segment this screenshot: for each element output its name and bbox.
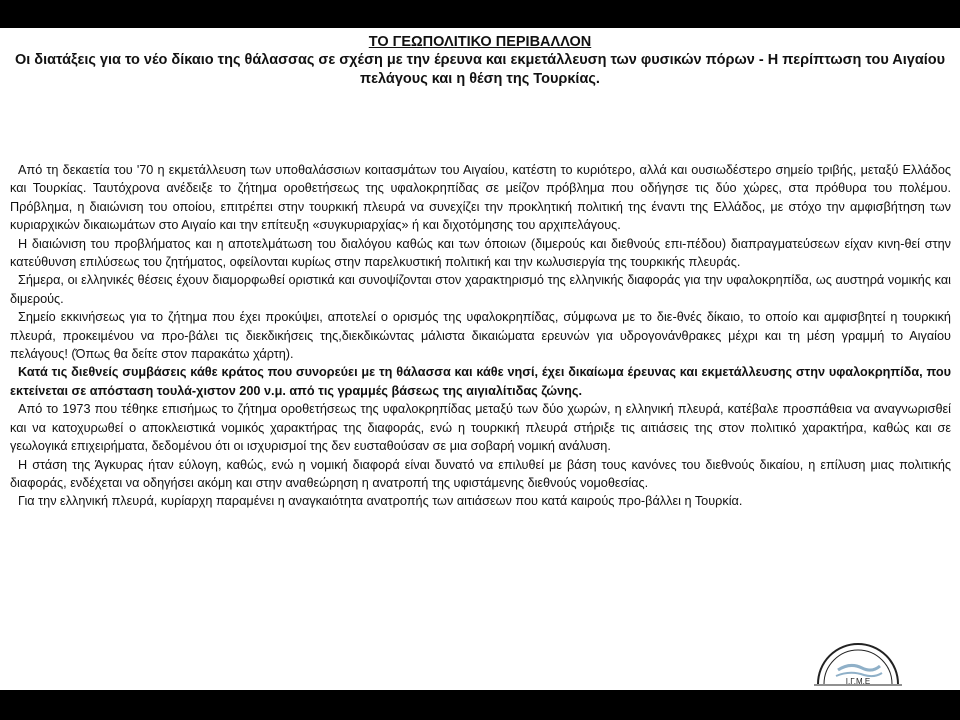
paragraph: Η διαιώνιση του προβλήματος και η αποτελμάτωση του διαλόγου καθώς και των όποιων (διμερούς και διεθνούς επι-πέδου) διαπραγματεύσεων είχαν κινη-θεί στην κατεύθυνση επιλύσεως του ζητήματος, οφείλονται κυρίως στην παρελκυστική πολιτική και την κωλυσιεργία της τουρκικής πλευράς. [10, 236, 951, 270]
document-body [10, 161, 951, 511]
paragraph-bold: Κατά τις διεθνείς συμβάσεις κάθε κράτος που συνορεύει με τη θάλασσα και κάθε νησί, έχει δικαίωμα έρευνας και εκμετάλλευσης στην υφαλοκρηπίδα, που εκτείνεται σε απόσταση τουλά-χιστον 200 ν.μ. από τις γραμμές βάσεως της αιγιαλίτιδας ζώνης. [10, 365, 951, 398]
logo-text: Ι.Γ.Μ.Ε [845, 677, 871, 686]
slide [0, 28, 960, 690]
paragraph: Σημείο εκκινήσεως για το ζήτημα που έχει προκύψει, αποτελεί ο ορισμός της υφαλοκρηπίδας, σύμφωνα με το διε-θνές δίκαιο, το οποίο και αμφισβητεί η τουρκική πλευρά, προκειμένου να προ-βάλει τις διεκδικήσεις της,διεκδικώντας μάλιστα δικαιώματα ερευνών για υδρογονάνθρακες μέχρι και τη μέση γραμμή το Αιγαίου πελάγους! (Όπως θα δείτε στον παρακάτω χάρτη). [10, 310, 951, 362]
igme-logo-icon [810, 640, 906, 686]
paragraph: Σήμερα, οι ελληνικές θέσεις έχουν διαμορφωθεί οριστικά και συνοψίζονται στον χαρακτηρισμό της ελληνικής διαφοράς για την υφαλοκρηπίδα, ως αυστηρά νομικής και διμερούς. [10, 273, 951, 306]
paragraph: Από το 1973 που τέθηκε επισήμως το ζήτημα οροθετήσεως της υφαλοκρηπίδας μεταξύ των δύο χωρών, η ελληνική πλευρά, κατέβαλε προσπάθεια να αναγνωρισθεί και να κατοχυρωθεί ο αποκλειστικά νομικός χαρακτήρας της διαφοράς, ενώ η τουρκική πλευρά στήριξε τις αιτιάσεις της στον πολιτικό χαρακτήρα, καθώς και σε γεωλογικά επιχειρήματα, δεδομένου ότι οι ισχυρισμοί της δεν ευσταθούσαν σε μια σοβαρή νομική ανάλυση. [10, 402, 951, 454]
document-header [10, 33, 950, 89]
paragraph: Από τη δεκαετία του '70 η εκμετάλλευση των υποθαλάσσιων κοιτασμάτων του Αιγαίου, κατέστη το κυριότερο, αλλά και ουσιωδέστερο σημείο τριβής, μεταξύ Ελλάδος και Τουρκίας. Ταυτόχρονα ανέδειξε το ζήτημα οροθετήσεως της υφαλοκρηπίδας σε μείζον πρόβλημα που οδήγησε τις δύο χώρες, στα πρόθυρα του πολέμου. Πρόβλημα, η διαιώνιση του οποίου, επιτρέπει στην τουρκική πλευρά να συνεχίζει την προκλητική πολιτική της έναντι της Ελλάδος, με στόχο την αμφισβήτηση των κυριαρχικών δικαιωμάτων στο Αιγαίο και την επίτευξη «συγκυριαρχίας» ή και διχοτόμησης του αρχιπελάγους. [10, 163, 951, 233]
document-title: ΤΟ ΓΕΩΠΟΛΙΤΙΚΟ ΠΕΡΙΒΑΛΛΟΝ [368, 34, 592, 50]
paragraph: Η στάση της Άγκυρας ήταν εύλογη, καθώς, ενώ η νομική διαφορά είναι δυνατό να επιλυθεί με βάση τους κανόνες του διεθνούς δικαίου, η επίλυση μιας πολιτικής διαφοράς, ενδέχεται να οδηγήσει ακόμη και στην αναθεώρηση η ανατροπή της υφιστάμενης διεθνούς νομοθεσίας. [10, 457, 951, 490]
document-subtitle: Οι διατάξεις για το νέο δίκαιο της θάλασσας σε σχέση με την έρευνα και εκμετάλλευση των φυσικών πόρων - Η περίπτωση του Αιγαίου πελάγους και η θέση της Τουρκίας. [14, 52, 946, 87]
paragraph: Για την ελληνική πλευρά, κυρίαρχη παραμένει η αναγκαιότητα ανατροπής των αιτιάσεων που κατά καιρούς προ-βάλλει η Τουρκία. [18, 494, 743, 509]
